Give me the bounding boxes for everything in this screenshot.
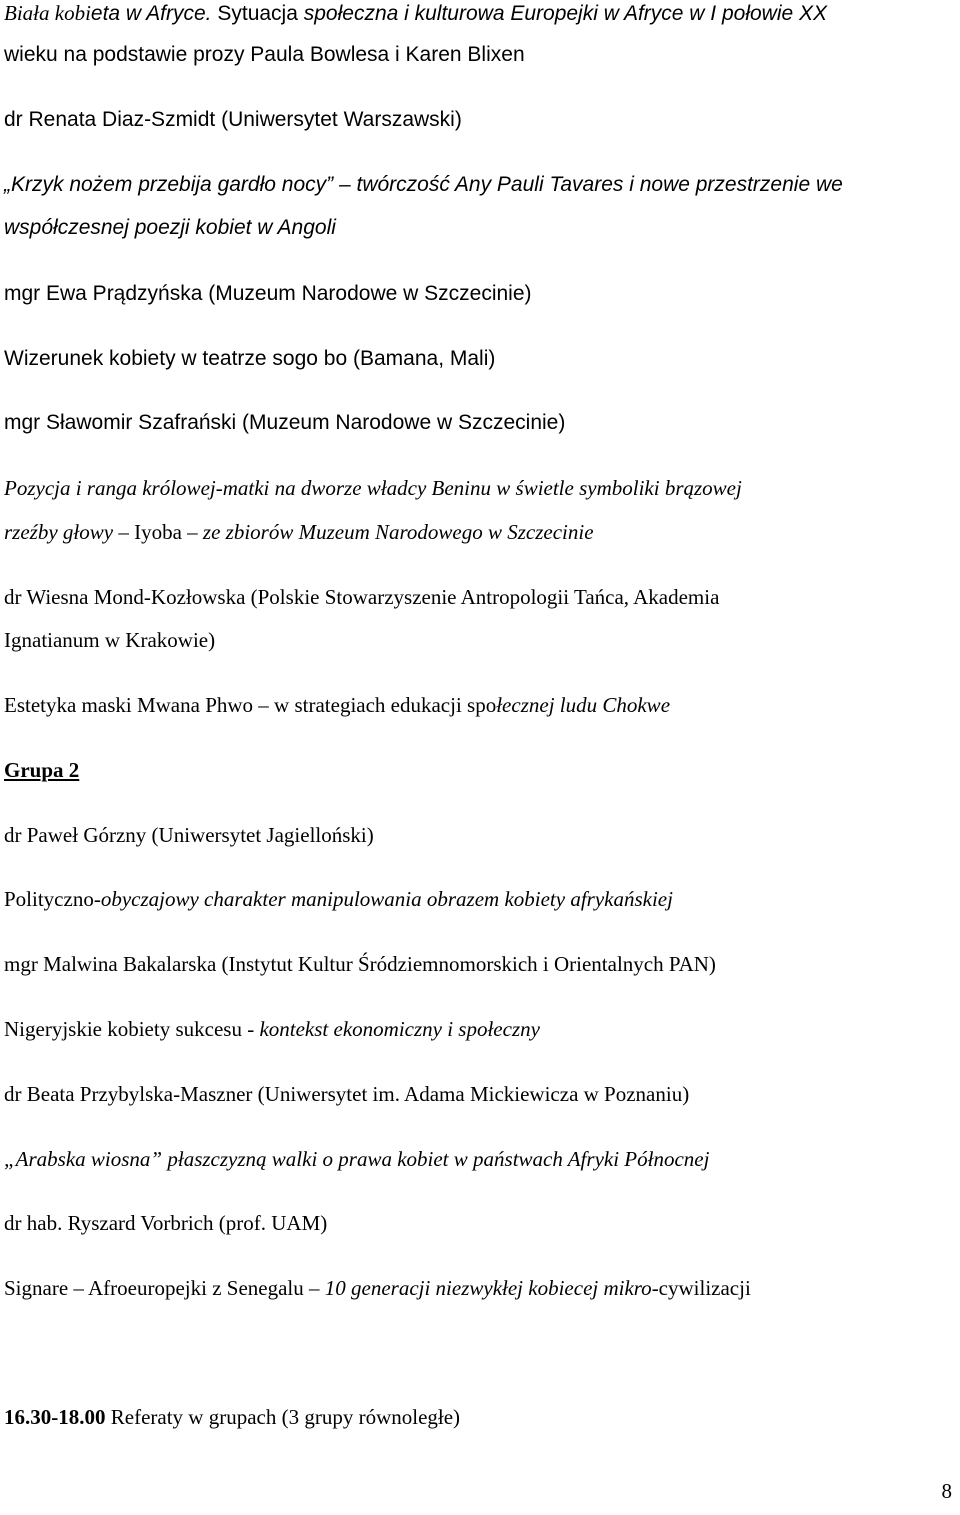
talk4-title-line2: [4, 519, 594, 545]
talk2-quote: „Krzyk nożem przebija gardło nocy”: [4, 173, 334, 196]
speaker-mond-kozlowska-line1: dr Wiesna Mond-Kozłowska (Polskie Stowarzyszenie Antropologii Tańca, Akademia: [4, 585, 720, 609]
talk2-title-line2: współczesnej poezji kobiet w Angoli: [4, 216, 336, 239]
talk9-title: [4, 1275, 751, 1301]
talk5-part-a: Estetyka maski Mwana Phwo – w strategiach edukacji spo: [4, 693, 497, 717]
talk8-title: „Arabska wiosna” płaszczyzną walki o prawa kobiet w państwach Afryki Północnej: [4, 1147, 710, 1171]
talk7-part-b: kontekst ekonomiczny i społeczny: [259, 1017, 540, 1041]
talk4-part-c: – ze zbiorów Muzeum Narodowego w Szczecinie: [181, 520, 594, 544]
talk1-title-part-d: społeczna i kulturowa Europejki w Afryce w I połowie XX: [303, 2, 828, 25]
speaker-przybylska-maszner: dr Beata Przybylska-Maszner (Uniwersytet im. Adama Mickiewicza w Poznaniu): [4, 1082, 690, 1106]
session-line: [4, 1404, 460, 1430]
talk7-title: [4, 1016, 540, 1042]
talk6-part-b: obyczajowy charakter manipulowania obrazem kobiety afrykańskiej: [100, 887, 673, 911]
talk7-part-a: Nigeryjskie kobiety sukcesu -: [4, 1017, 260, 1041]
talk4-part-b: Iyoba: [134, 520, 182, 544]
talk1-title-line1: [4, 0, 827, 27]
speaker-gorzny: dr Paweł Górzny (Uniwersytet Jagielloński): [4, 823, 374, 847]
speaker-mond-kozlowska-line2: Ignatianum w Krakowie): [4, 628, 216, 652]
talk2-title-line1: [4, 172, 843, 198]
talk5-part-b: łecznej ludu Chokwe: [496, 693, 671, 717]
talk9-part-c: -cywilizacji: [651, 1276, 751, 1300]
talk4-title-line1: Pozycja i ranga królowej-matki na dworze władcy Beninu w świetle symboliki brązowej: [4, 476, 742, 500]
talk6-part-a: Polityczno-: [4, 887, 101, 911]
speaker-diaz-szmidt: dr Renata Diaz-Szmidt (Uniwersytet Warszawski): [4, 108, 462, 131]
talk6-title: [4, 886, 673, 912]
speaker-vorbrich: dr hab. Ryszard Vorbrich (prof. UAM): [4, 1211, 328, 1235]
talk9-part-a: Signare – Afroeuropejki z Senegalu –: [4, 1276, 325, 1300]
group-heading: Grupa 2: [4, 758, 80, 782]
speaker-pradzynska: mgr Ewa Prądzyńska (Muzeum Narodowe w Szczecinie): [4, 282, 532, 305]
talk1-title-line2: wieku na podstawie prozy Paula Bowlesa i Karen Blixen: [4, 43, 525, 66]
talk1-title-part-b: eta w Afryce.: [90, 2, 212, 25]
talk2-rest: – twórczość Any Pauli Tavares i nowe przestrzenie we: [333, 173, 843, 196]
page-number: 8: [941, 1479, 952, 1503]
talk4-part-a: rzeźby głowy –: [4, 520, 135, 544]
talk5-title: [4, 692, 670, 718]
speaker-szafranski: mgr Sławomir Szafrański (Muzeum Narodowe w Szczecinie): [4, 411, 566, 434]
session-time: 16.30-18.00: [4, 1405, 106, 1429]
talk1-title-part-a: Biała kobi: [4, 1, 91, 25]
speaker-bakalarska: mgr Malwina Bakalarska (Instytut Kultur Śródziemnomorskich i Orientalnych PAN): [4, 952, 716, 976]
talk9-part-b: 10 generacji niezwykłej kobiecej mikro: [324, 1276, 652, 1300]
talk1-title-part-c: Sytuacja: [211, 2, 304, 25]
session-text: Referaty w grupach (3 grupy równoległe): [105, 1405, 461, 1429]
talk3-title: Wizerunek kobiety w teatrze sogo bo (Bamana, Mali): [4, 347, 496, 370]
